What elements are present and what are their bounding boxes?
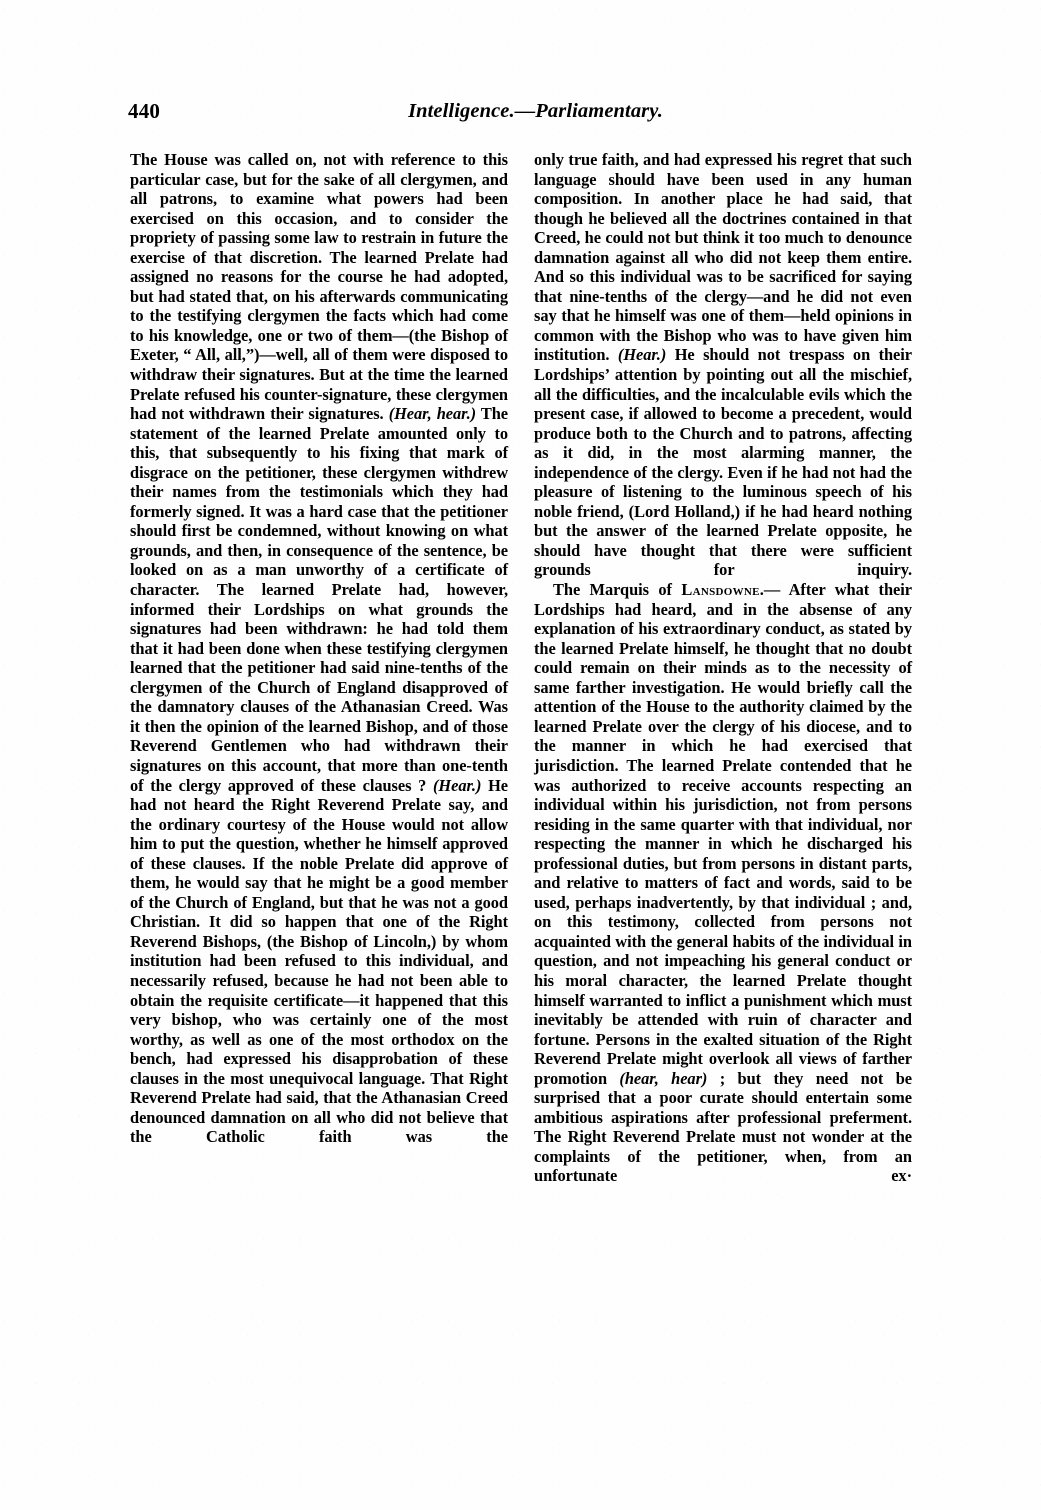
text-run: The statement of the learned Prelate amounted only to this, that subsequently to his fixing that mark of disgrace on the petitioner, these clergymen withdrew their names from the testimonials which they had formerly signed. It was a hard case that the petitioner should first be condemned, without knowing on what grounds, and then, in consequence of the sentence, be looked on as a man unworthy of a certificate of character. The learned Prelate had, however, informed their Lordships on what grounds the signatures had been withdrawn: he had told them that it had been done when these testifying clergymen learned that the petitioner had said nine-tenths of the clergymen of the Church of England disapproved of the damnatory clauses of the Athanasian Creed. Was it then the opinion of the learned Bishop, and of those Reverend Gentlemen who had withdrawn their signatures on this account, that more than one-tenth of the clergy approved of these clauses ? [130, 404, 509, 795]
paragraph [534, 580, 912, 1186]
italic-interjection: (Hear, hear.) [388, 404, 477, 424]
italic-interjection: (Hear.) [433, 775, 482, 795]
page-number: 440 [128, 99, 161, 123]
text-column-right [534, 150, 912, 1186]
text-run: The House was called on, not with reference to this particular case, but for the sake of all clergymen, and all patrons, to examine what powers had been exercised on this occasion, and to consider the propriety of passing some law to restrain in future the exercise of that discretion. The learned Prelate had assigned no reasons for the course he had adopted, but had stated that, on his afterwards communicating to the testifying clergymen the facts which had come to his knowledge, one or two of them—(the Bishop of Exeter, “ All, all,”)—well, all of them were disposed to withdraw their signatures. But at the time the learned Prelate refused his counter-signature, these clergymen had not withdrawn their signatures. [130, 150, 508, 424]
text-column-left [130, 150, 508, 1147]
italic-interjection: (Hear.) [617, 345, 667, 365]
running-head: Intelligence.—Parliamentary. [408, 100, 663, 122]
text-run: He should not trespass on their Lordships’ attention by pointing out all the mischief, all the difficulties, and the incalculable evils which the present case, if allowed to become a precedent, would produce both to the Church and to patrons, affecting as it did, in the most alarming manner, the independence of the clergy. Even if he had not had the pleasure of listening to the luminous speech of his noble friend, (Lord Holland,) if he had heard nothing but the answer of the learned Prelate opposite, he should have thought that there were sufficient grounds for inquiry. [534, 345, 913, 580]
small-caps-name: Lansdowne [681, 580, 760, 600]
text-run: The Marquis of [553, 580, 682, 600]
page-header [128, 99, 913, 129]
text-run: ; but they need not be surprised that a poor curate should entertain some ambitious aspirations after professional preferment. The Right Reverend Prelate must not wonder at the complaints of the petitioner, when, from an unfortunate ex· [534, 1068, 912, 1186]
paragraph [534, 150, 912, 580]
text-run: only true faith, and had expressed his regret that such language should have been used in any human composition. In another place he had said, that though he believed all the doctrines contained in that Creed, he could not but think it too much to denounce damnation against all who did not keep them entire. And so this individual was to be sacrificed for saying that nine-tenths of the clergy—and he did not even say that he himself was one of them—held opinions in common with the Bishop who was to have given him institution. [534, 150, 912, 365]
body-columns [130, 150, 912, 1410]
text-run: .— After what their Lordships had heard, and in the absense of any explanation of his extraordinary conduct, as stated by the learned Prelate himself, he thought that no doubt could remain on their minds as to the necessity of same farther investigation. He would briefly call the attention of the House to the authority claimed by the learned Prelate over the clergy of his diocese, and to the manner in which he had exercised that jurisdiction. The learned Prelate contended that he was authorized to receive accounts respecting an individual within his jurisdiction, not from persons residing in the same quarter with that individual, nor respecting the manner in which he discharged his professional duties, but from persons in distant parts, and relative to matters of fact and words, said to be used, perhaps inadvertently, by that individual ; and, on this testimony, collected from persons not acquainted with the general habits of the individual in question, and not impeaching his general conduct or his moral character, the learned Prelate thought himself warranted to inflict a punishment which must inevitably be attended with ruin of character and fortune. Persons in the exalted situation of the Right Reverend Prelate might overlook all views of farther promotion [534, 580, 912, 1088]
paragraph [130, 150, 508, 1147]
italic-interjection: (hear, hear) [619, 1068, 708, 1088]
text-run: He had not heard the Right Reverend Prelate say, and the ordinary courtesy of the House would not allow him to put the question, whether he himself approved of these clauses. If the noble Prelate did approve of them, he would say that he might be a good member of the Church of England, but that he was not a good Christian. It did so happen that one of the Right Reverend Bishops, (the Bishop of Lincoln,) by whom institution had been refused to this individual, and necessarily refused, because he had not been able to obtain the requisite certificate—it happened that this very bishop, who was certainly one of the most worthy, as well as one of the most orthodox on the bench, had expressed his disapprobation of these clauses in the most unequivocal language. That Right Reverend Prelate had said, that the Athanasian Creed denounced damnation on all who did not believe that the Catholic faith was the [130, 775, 508, 1147]
